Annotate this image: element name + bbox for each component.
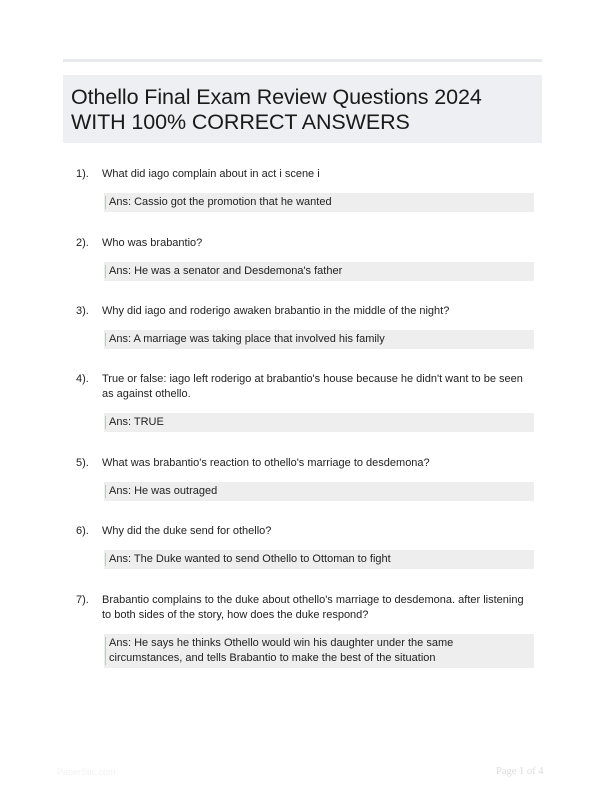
answer-text: Ans: He says he thinks Othello would win his daughter under the same circumstances, and tells Brabantio to make the best of the situation — [109, 637, 454, 664]
question-number: 1). — [76, 168, 89, 180]
question-number: 6). — [76, 525, 89, 537]
question-text: Who was brabantio? — [102, 237, 203, 249]
question-number: 7). — [76, 594, 89, 606]
answer-box — [104, 262, 534, 281]
answer-accent-bar — [105, 485, 106, 498]
title-banner — [63, 75, 542, 143]
answer-accent-bar — [105, 416, 106, 429]
answer-box — [104, 330, 534, 349]
answer-box — [104, 482, 534, 501]
question-number: 2). — [76, 237, 89, 249]
footer-watermark: PaperStic.com — [57, 767, 116, 777]
answer-text: Ans: He was a senator and Desdemona's father — [109, 265, 343, 277]
answer-text: Ans: A marriage was taking place that involved his family — [109, 333, 385, 345]
question-number: 4). — [76, 373, 89, 385]
question-text: Brabantio complains to the duke about othello's marriage to desdemona. after listening to both sides of the story, how does the duke respond? — [102, 594, 524, 621]
question-text: What was brabantio's reaction to othello's marriage to desdemona? — [102, 457, 430, 469]
page-indicator: Page 1 of 4 — [496, 766, 544, 777]
question-text: True or false: iago left roderigo at brabantio's house because he didn't want to be seen as against othello. — [102, 373, 523, 400]
answer-box — [104, 634, 534, 668]
answer-text: Ans: TRUE — [109, 416, 164, 428]
answer-text: Ans: The Duke wanted to send Othello to Ottoman to fight — [109, 553, 391, 565]
top-divider — [63, 59, 542, 62]
question-number: 3). — [76, 305, 89, 317]
answer-box — [104, 413, 534, 432]
answer-accent-bar — [105, 637, 106, 665]
answer-accent-bar — [105, 553, 106, 566]
answer-accent-bar — [105, 265, 106, 278]
question-text: Why did iago and roderigo awaken brabantio in the middle of the night? — [102, 305, 450, 317]
answer-text: Ans: He was outraged — [109, 485, 218, 497]
answer-text: Ans: Cassio got the promotion that he wanted — [109, 196, 332, 208]
answer-accent-bar — [105, 333, 106, 346]
page-title: Othello Final Exam Review Questions 2024 WITH 100% CORRECT ANSWERS — [71, 85, 482, 134]
answer-box — [104, 193, 534, 212]
question-number: 5). — [76, 457, 89, 469]
question-text: Why did the duke send for othello? — [102, 525, 272, 537]
answer-box — [104, 550, 534, 569]
question-text: What did iago complain about in act i scene i — [102, 168, 320, 180]
answer-accent-bar — [105, 196, 106, 209]
